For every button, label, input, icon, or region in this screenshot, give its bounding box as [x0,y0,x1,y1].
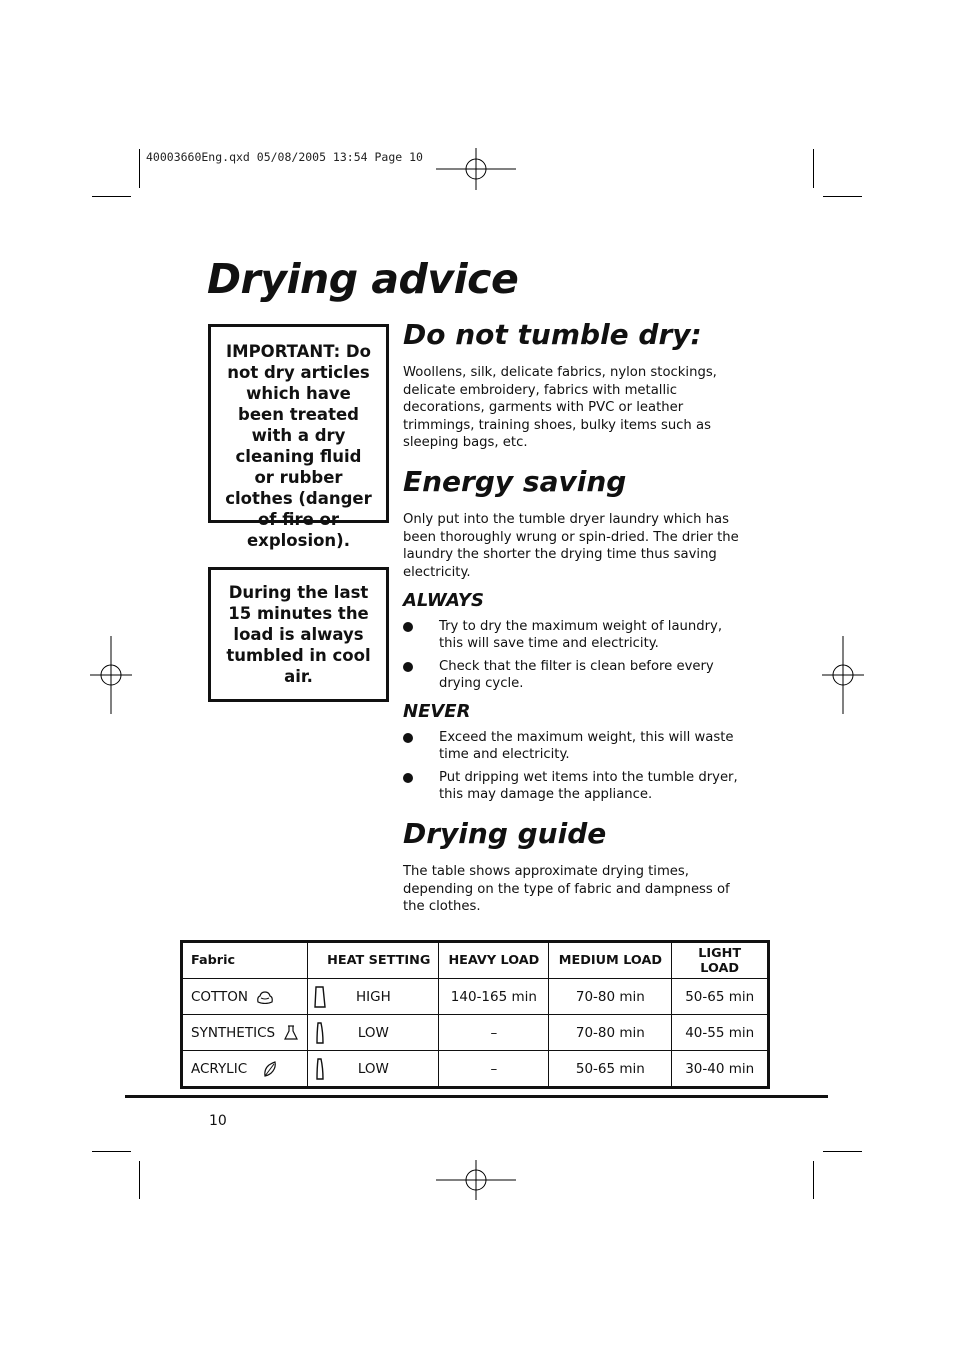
cool-air-note-box: During the last 15 minutes the load is always tumbled in cool air. [208,567,389,702]
bullet-icon [403,733,413,743]
never-heading: NEVER [403,701,471,722]
bullet-icon [403,662,413,672]
heat-low-icon [314,1058,326,1080]
fabric-name: SYNTHETICS [191,1024,276,1041]
cotton-care-icon [256,990,274,1004]
drying-guide-text: The table shows approximate drying times, depending on the type of fabric and dampness of the clothes. [403,864,730,915]
energy-saving-heading: Energy saving [403,465,627,498]
crop-mark [139,1161,140,1199]
page-number: 10 [209,1113,227,1129]
table-row [182,1051,769,1088]
heat-low-icon [314,1022,326,1044]
table-header-row [182,942,769,979]
always-list [403,618,748,698]
crop-mark [139,149,140,188]
never-list [403,729,748,809]
list-item: Try to dry the maximum weight of laundry, this will save time and electricity. [403,618,748,653]
registration-mark-icon [822,636,864,714]
registration-mark-icon [436,1160,516,1200]
heat-setting: LOW [357,1024,389,1041]
list-item: Exceed the maximum weight, this will waste time and electricity. [403,729,748,764]
column-header: HEAT SETTING [308,942,439,979]
page-title: Drying advice [207,255,519,303]
column-header: MEDIUM LOAD [549,942,672,979]
light-load-time: 40-55 min [672,1015,769,1051]
fabric-name: COTTON [191,988,249,1005]
heavy-load-time: 140-165 min [439,979,549,1015]
light-load-time: 30-40 min [672,1051,769,1088]
drying-guide-table [180,940,770,1089]
drying-guide-heading: Drying guide [403,817,607,850]
table-row [182,979,769,1015]
registration-mark-icon [90,636,132,714]
synthetics-care-icon [283,1025,299,1041]
medium-load-time: 50-65 min [549,1051,672,1088]
acrylic-care-icon [263,1061,277,1077]
heavy-load-time: – [439,1051,549,1088]
column-header: HEAVY LOAD [439,942,549,979]
column-header: LIGHT LOAD [672,942,769,979]
fabric-name: ACRYLIC [191,1060,248,1077]
heavy-load-time: – [439,1015,549,1051]
footer-rule [125,1095,828,1098]
light-load-time: 50-65 min [672,979,769,1015]
energy-saving-text: Only put into the tumble dryer laundry which has been thoroughly wrung or spin-dried. The drier the laundry the shorter the drying time thus saving electricity. [403,512,739,580]
always-heading: ALWAYS [403,590,484,611]
bullet-icon [403,622,413,632]
crop-mark [823,1151,862,1152]
crop-mark [813,1161,814,1199]
crop-mark [92,1151,131,1152]
crop-mark [92,196,131,197]
list-item: Put dripping wet items into the tumble dryer, this may damage the appliance. [403,769,748,804]
table-row [182,1015,769,1051]
bullet-icon [403,773,413,783]
important-warning-box: IMPORTANT: Do not dry articles which have been treated with a dry cleaning fluid or rubber clothes (danger of fire or explosion). [208,324,389,523]
print-slug: 40003660Eng.qxd 05/08/2005 13:54 Page 10 [146,150,423,164]
crop-mark [823,196,862,197]
crop-mark [813,149,814,188]
medium-load-time: 70-80 min [549,979,672,1015]
registration-mark-icon [436,148,516,190]
heat-setting: LOW [357,1060,389,1077]
heat-setting: HIGH [356,988,391,1005]
do-not-tumble-dry-heading: Do not tumble dry: [403,318,702,351]
heat-high-icon [314,986,326,1008]
medium-load-time: 70-80 min [549,1015,672,1051]
do-not-tumble-dry-text: Woollens, silk, delicate fabrics, nylon stockings, delicate embroidery, fabrics with metallic decorations, garments with PVC or leather trimmings, training shoes, bulky items such as sleeping bags, etc. [403,365,717,451]
list-item: Check that the filter is clean before every drying cycle. [403,658,748,693]
column-header: Fabric [182,942,308,979]
